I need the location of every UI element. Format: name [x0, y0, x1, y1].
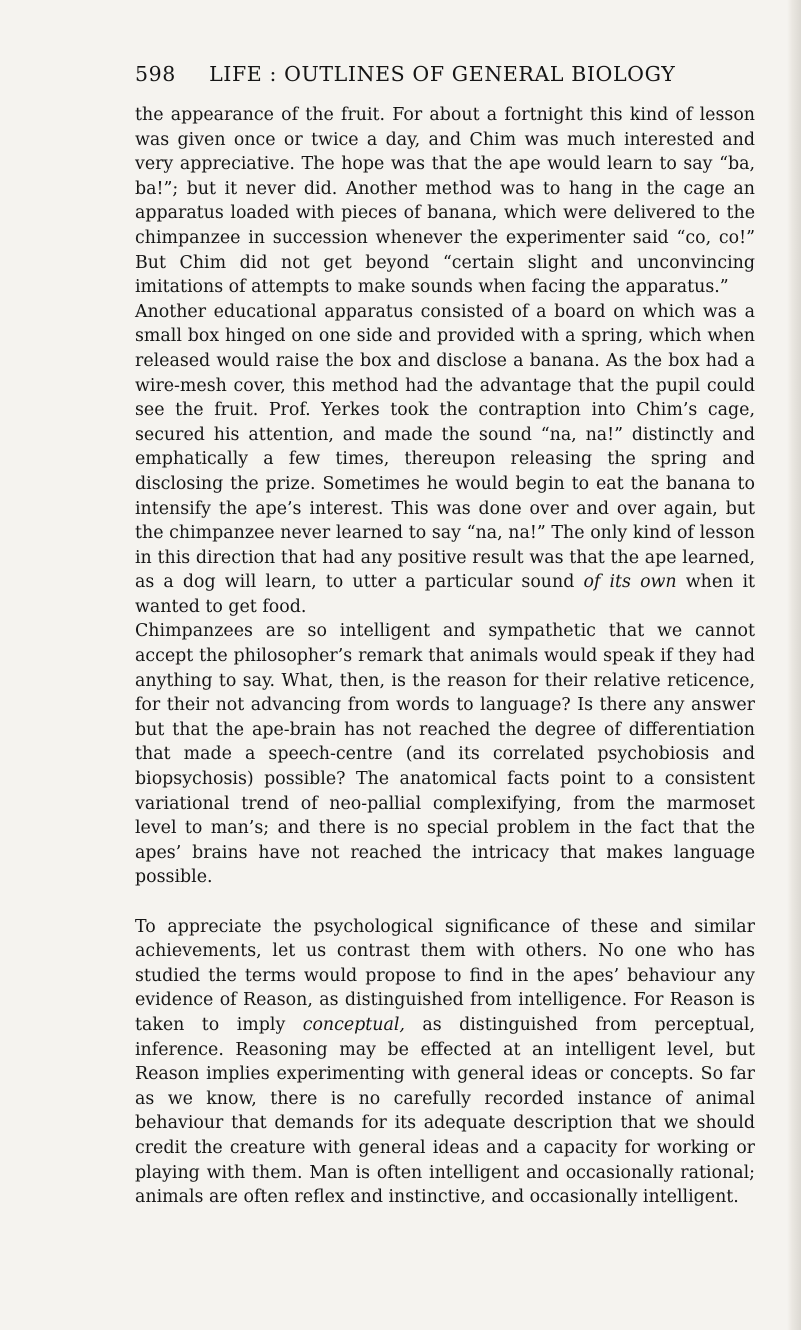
paragraph-3: Chimpanzees are so intelligent and sympathetic that we cannot accept the philosopher’s remark that animals would speak if they had anything to say. What, then, is the reason for their relative reticence, for their not advancing from words to language? Is there any answer but that the ape-brain has not reached the degree of differentiation that made a speech-centre (and its correlated psychobiosis and biopsychosis) possible? The anatomical facts point to a consistent variational trend of neo-pallial complexifying, from the marmoset level to man’s; and there is no special problem in the fact that the apes’ brains have not reached the intricacy that makes language possible. — [135, 621, 755, 888]
running-title: LIFE : OUTLINES OF GENERAL BIOLOGY — [209, 62, 676, 86]
italic-word: conceptual, — [302, 1014, 405, 1035]
italic-phrase: of its own — [583, 572, 677, 593]
body-text — [135, 103, 755, 1210]
page-number: 598 — [135, 62, 176, 86]
paragraph-4 — [135, 915, 755, 1210]
paragraph-4-pre: To appreciate the psychological significance of these and similar achievements, let us contrast them with others. No one who has studied the terms would propose to find in the apes’ behaviour any evidence of Reason, as distinguished from intelligence. For Reason is taken to imply — [135, 916, 755, 1035]
paragraph-2-text: Another educational apparatus consisted of a board on which was a small box hinged on one side and provided with a spring, which when released would raise the box and disclose a banana. As the box had a wire-mesh cover, this method had the advantage that the pupil could see the fruit. Prof. Yerkes took the contraption into Chim’s cage, secured his attention, and made the sound “na, na!” distinctly and emphatically a few times, thereupon releasing the spring and disclosing the prize. Sometimes he would begin to eat the banana to intensify the ape’s interest. This was done over and over again, but the chimpanzee never learned to say “na, na!” The only kind of lesson in this direction that had any positive result was that the ape learned, as a dog will learn, to utter a particular sound — [135, 301, 755, 593]
page-edge-shadow — [787, 0, 801, 1330]
paragraph-2 — [135, 300, 755, 620]
paragraph-2-tail: when it wanted to get food. — [135, 572, 756, 617]
paragraph-4-post: as distinguished from perceptual, inference. Reasoning may be effected at an intelligent level, but Reason implies experimenting with general ideas or concepts. So far as we know, there is no carefully recorded instance of animal behaviour that demands for its adequate description that we should credit the creature with general ideas and a capacity for working or playing with them. Man is often intelligent and occasionally rational; animals are often reflex and instinctive, and occasionally intelligent. — [135, 1014, 756, 1208]
paragraph-1: the appearance of the fruit. For about a fortnight this kind of lesson was given once or twice a day, and Chim was much interested and very appreciative. The hope was that the ape would learn to say “ba, ba!”; but it never did. Another method was to hang in the cage an apparatus loaded with pieces of banana, which were delivered to the chimpanzee in succession whenever the experimenter said “co, co!” But Chim did not get beyond “certain slight and unconvincing imitations of attempts to make sounds when facing the apparatus.” — [135, 105, 755, 298]
running-header — [135, 62, 735, 86]
